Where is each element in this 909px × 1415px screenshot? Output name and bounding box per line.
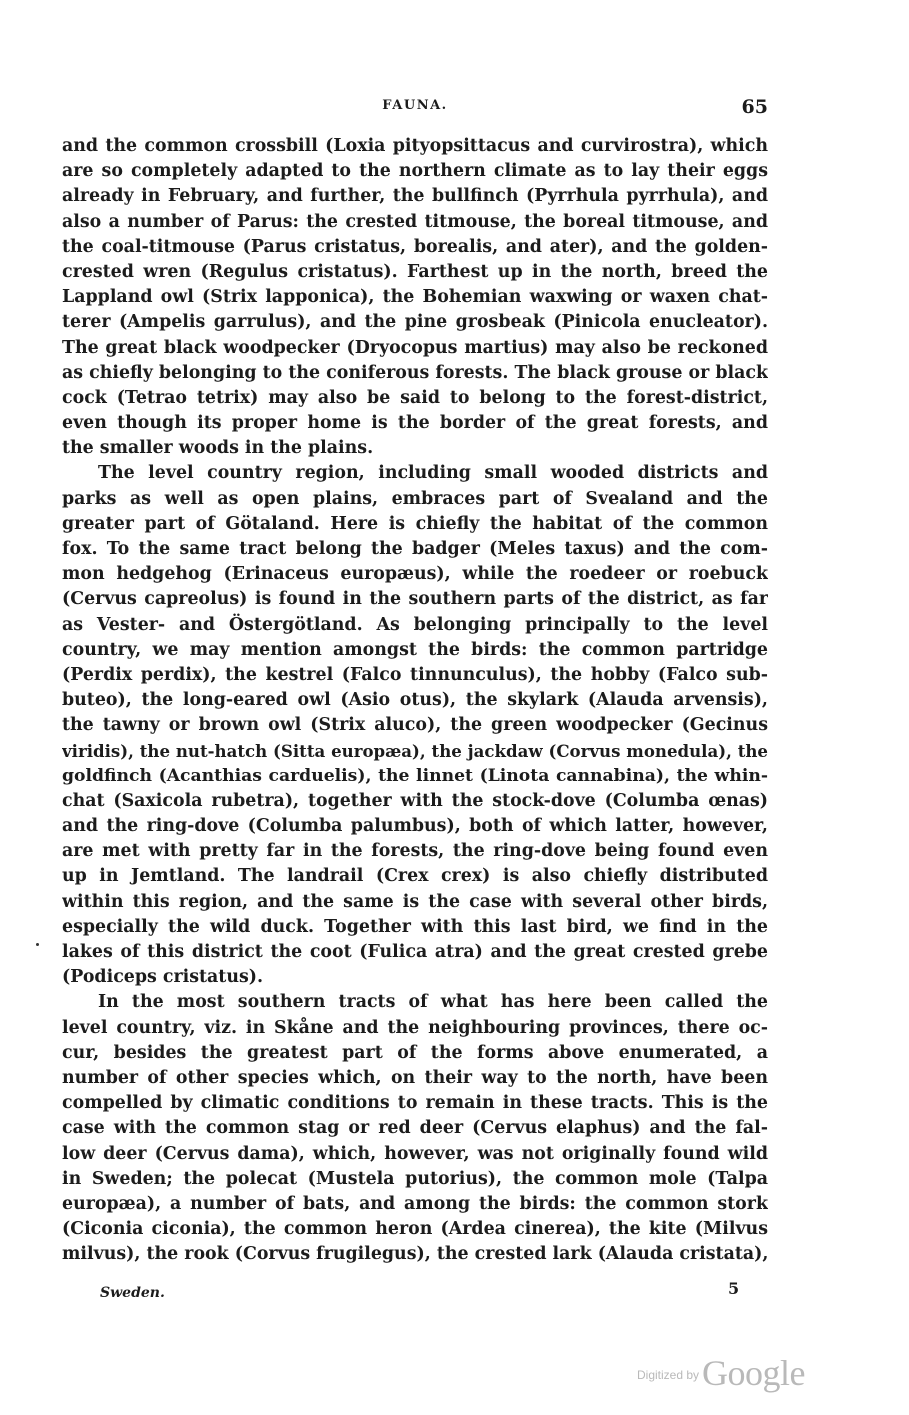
text-line: case with the common stag or red deer (Cervus elaphus) and the fal- <box>62 1118 768 1139</box>
text-line: the tawny or brown owl (Strix aluco), the green woodpecker (Gecinus <box>62 715 768 736</box>
text-line: are met with pretty far in the forests, the ring-dove being found even <box>62 841 768 862</box>
text-line: especially the wild duck. Together with this last bird, we find in the <box>62 916 768 937</box>
google-logo: Google <box>702 1353 805 1393</box>
text-line: within this region, and the same is the case with several other birds, <box>62 891 768 912</box>
stray-ink-mark <box>36 943 39 946</box>
signature-mark: Sweden. <box>100 1285 165 1301</box>
sheet-number: 5 <box>728 1279 740 1298</box>
text-line: (Podiceps cristatus). <box>62 967 264 988</box>
text-line: the coal-titmouse (Parus cristatus, borealis, and ater), and the golden- <box>62 236 768 257</box>
text-line: up in Jemtland. The landrail (Crex crex) is also chiefly distributed <box>62 866 768 887</box>
text-line: viridis), the nut-hatch (Sitta europæa), the jackdaw (Corvus monedula), the <box>62 740 768 761</box>
page-number: 65 <box>741 96 768 118</box>
text-line: In the most southern tracts of what has here been called the <box>98 992 768 1013</box>
watermark-prefix: Digitized by <box>636 1368 700 1382</box>
text-line: (Cervus capreolus) is found in the southern parts of the district, as far <box>62 589 768 610</box>
text-line: and the ring-dove (Columba palumbus), both of which latter, however, <box>62 816 768 837</box>
text-line: already in February, and further, the bullfinch (Pyrrhula pyrrhula), and <box>62 186 768 207</box>
running-head <box>62 96 768 118</box>
text-line: chat (Saxicola rubetra), together with the stock-dove (Columba œnas) <box>62 790 768 811</box>
text-line: as Vester- and Östergötland. As belonging principally to the level <box>62 614 768 635</box>
text-line: level country, viz. in Skåne and the neighbouring provinces, there oc- <box>62 1017 768 1038</box>
text-line: lakes of this district the coot (Fulica atra) and the great crested grebe <box>62 942 768 962</box>
text-line: crested wren (Regulus cristatus). Farthest up in the north, breed the <box>62 261 768 282</box>
text-line: terer (Ampelis garrulus), and the pine grosbeak (Pinicola enucleator). <box>62 312 768 333</box>
text-line: are so completely adapted to the northern climate as to lay their eggs <box>62 161 768 182</box>
text-line: parks as well as open plains, embraces part of Svealand and the <box>62 488 768 509</box>
text-line: number of other species which, on their way to the north, have been <box>62 1067 768 1088</box>
text-line: mon hedgehog (Erinaceus europæus), while the roedeer or roebuck <box>62 564 768 585</box>
text-line: and the common crossbill (Loxia pityopsittacus and curvirostra), which <box>62 136 768 156</box>
text-line: goldfinch (Acanthias carduelis), the linnet (Linota cannabina), the whin- <box>62 765 768 786</box>
text-line: europæa), a number of bats, and among the birds: the common stork <box>62 1193 768 1214</box>
text-line: (Perdix perdix), the kestrel (Falco tinnunculus), the hobby (Falco sub- <box>62 664 768 685</box>
text-line: Lappland owl (Strix lapponica), the Bohemian waxwing or waxen chat- <box>62 287 768 308</box>
text-line: The great black woodpecker (Dryocopus martius) may also be reckoned <box>62 337 768 358</box>
text-line: in Sweden; the polecat (Mustela putorius), the common mole (Talpa <box>62 1168 768 1189</box>
text-line: (Ciconia ciconia), the common heron (Ardea cinerea), the kite (Milvus <box>62 1219 768 1240</box>
body-text <box>62 134 768 1267</box>
text-line: buteo), the long-eared owl (Asio otus), the skylark (Alauda arvensis), <box>62 690 768 711</box>
text-line: milvus), the rook (Corvus frugilegus), the crested lark (Alauda cristata), <box>62 1244 768 1265</box>
digitized-watermark <box>637 1352 805 1394</box>
text-line: cock (Tetrao tetrix) may also be said to belong to the forest-district, <box>62 387 768 408</box>
text-line: country, we may mention amongst the birds: the common partridge <box>62 639 768 660</box>
text-line: low deer (Cervus dama), which, however, was not originally found wild <box>62 1143 768 1164</box>
text-line: even though its proper home is the border of the great forests, and <box>62 413 768 434</box>
running-title: FAUNA. <box>382 98 448 113</box>
text-line: cur, besides the greatest part of the forms above enumerated, a <box>62 1042 768 1063</box>
text-line: also a number of Parus: the crested titmouse, the boreal titmouse, and <box>62 211 768 232</box>
text-line: The level country region, including small wooded districts and <box>98 463 768 484</box>
text-line: the smaller woods in the plains. <box>62 438 374 459</box>
text-line: fox. To the same tract belong the badger (Meles taxus) and the com- <box>62 539 768 559</box>
text-line: greater part of Götaland. Here is chiefly the habitat of the common <box>62 513 768 534</box>
text-line: compelled by climatic conditions to remain in these tracts. This is the <box>62 1093 768 1114</box>
text-line: as chiefly belonging to the coniferous forests. The black grouse or black <box>62 362 768 383</box>
